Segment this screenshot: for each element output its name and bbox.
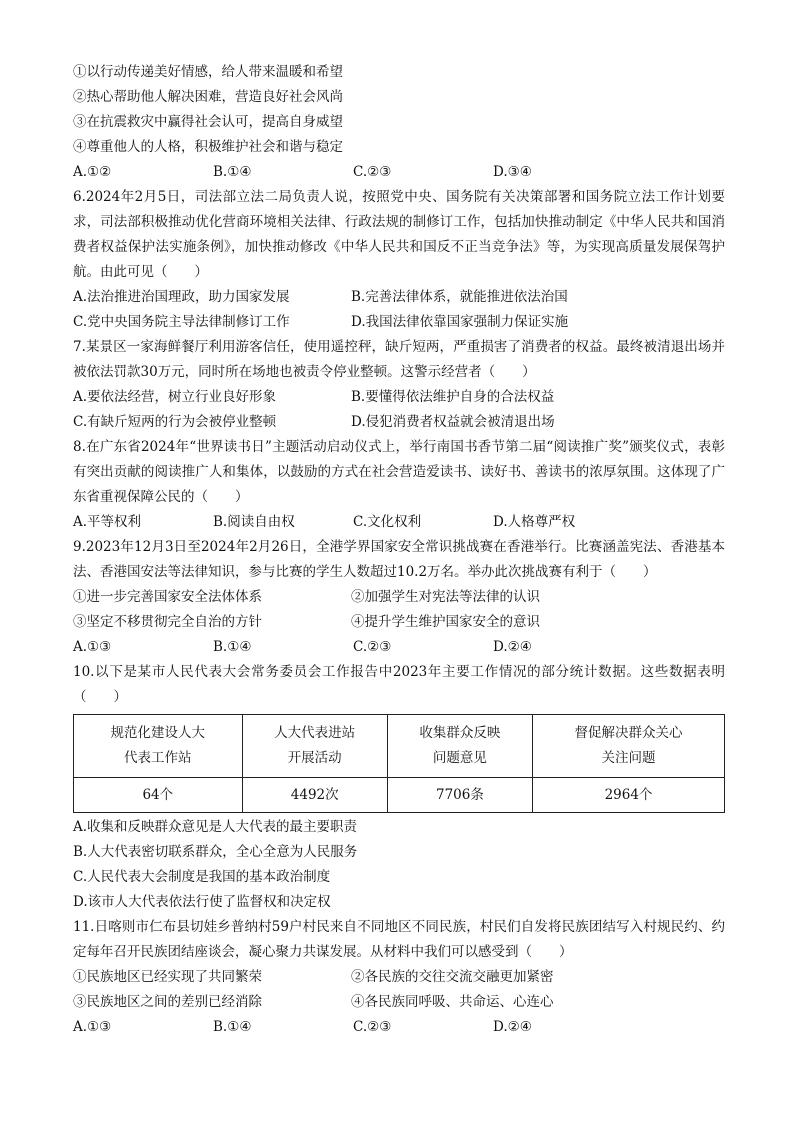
table-header-cell: 督促解决群众关心 关注问题 <box>533 715 725 778</box>
option-c: C.文化权利 <box>353 514 422 530</box>
statement: ④各民族同呼吸、共命运、心连心 <box>351 994 554 1010</box>
answer-options <box>73 635 725 660</box>
option-a: A.①③ <box>73 1019 112 1035</box>
statement: ②热心帮助他人解决困难，营造良好社会风尚 <box>73 89 343 105</box>
table-cell: 7706条 <box>387 778 532 813</box>
option-d: D.②④ <box>493 639 532 655</box>
answer-options <box>73 160 725 185</box>
option-a: A.法治推进治国理政，助力国家发展 <box>73 289 290 305</box>
table-row <box>74 778 725 813</box>
statements-row <box>73 610 725 635</box>
option-d: D.该市人大代表依法行使了监督权和决定权 <box>73 894 331 910</box>
table-header-cell: 规范化建设人大 代表工作站 <box>74 715 243 778</box>
statement: ③民族地区之间的差别已经消除 <box>73 994 262 1010</box>
option-d: D.人格尊严权 <box>493 514 576 530</box>
option-d: D.③④ <box>493 164 532 180</box>
statements-row <box>73 585 725 610</box>
statement: ②各民族的交往交流交融更加紧密 <box>351 969 554 985</box>
option-d: D.②④ <box>493 1019 532 1035</box>
answer-options-row <box>73 385 725 410</box>
option-b: B.①④ <box>213 1019 252 1035</box>
option-c: C.②③ <box>353 1019 392 1035</box>
question-6 <box>73 185 725 335</box>
question-stem: 9.2023年12月3日至2024年2月26日，全港学界国家安全常识挑战赛在香港举行。比赛涵盖宪法、香港基本法、香港国安法等法律知识，参与比赛的学生人数超过10.2万名。举办此次挑战赛有利于（ ） <box>73 539 725 580</box>
question-5-tail <box>73 60 725 185</box>
option-c: C.党中央国务院主导法律制修订工作 <box>73 314 290 330</box>
table-header-cell: 收集群众反映 问题意见 <box>387 715 532 778</box>
question-stem: 8.在广东省2024年“世界读书日”主题活动启动仪式上，举行南国书香节第二届“阅读推广奖”颁奖仪式，表彰有突出贡献的阅读推广人和集体，以鼓励的方式在社会营造爱读书、读好书、善读书的浓厚氛围。这体现了广东省重视保障公民的（ ） <box>73 439 725 505</box>
option-c: C.②③ <box>353 639 392 655</box>
table-cell: 2964个 <box>533 778 725 813</box>
statements-row <box>73 990 725 1015</box>
option-b: B.①④ <box>213 164 252 180</box>
answer-options <box>73 1015 725 1040</box>
table-cell: 4492次 <box>242 778 387 813</box>
table-header-cell: 人大代表进站 开展活动 <box>242 715 387 778</box>
answer-options-row <box>73 310 725 335</box>
option-c: C.有缺斤短两的行为会被停业整顿 <box>73 414 277 430</box>
answer-options <box>73 510 725 535</box>
option-b: B.人大代表密切联系群众，全心全意为人民服务 <box>73 844 358 860</box>
question-9 <box>73 535 725 660</box>
table-cell: 64个 <box>74 778 243 813</box>
question-10 <box>73 660 725 915</box>
exam-page <box>73 60 725 1040</box>
statement: ①以行动传递美好情感，给人带来温暖和希望 <box>73 64 343 80</box>
question-stem: 10.以下是某市人民代表大会常务委员会工作报告中2023年主要工作情况的部分统计数据。这些数据表明（ ） <box>73 664 725 705</box>
statement: ①进一步完善国家安全法体体系 <box>73 589 262 605</box>
option-d: D.侵犯消费者权益就会被清退出场 <box>351 414 555 430</box>
option-c: C.人民代表大会制度是我国的基本政治制度 <box>73 869 331 885</box>
option-b: B.完善法律体系，就能推进依法治国 <box>351 289 568 305</box>
answer-options-row <box>73 410 725 435</box>
statistics-table <box>73 714 725 813</box>
question-11 <box>73 915 725 1040</box>
option-a: A.要依法经营，树立行业良好形象 <box>73 389 277 405</box>
option-b: B.阅读自由权 <box>213 514 295 530</box>
question-stem: 11.日喀则市仁布县切娃乡普纳村59户村民来自不同地区不同民族，村民们自发将民族团结写入村规民约、约定每年召开民族团结座谈会，凝心聚力共谋发展。从材料中我们可以感受到（ ） <box>73 919 725 960</box>
answer-options-row <box>73 285 725 310</box>
question-stem: 6.2024年2月5日，司法部立法二局负责人说，按照党中央、国务院有关决策部署和国务院立法工作计划要求，司法部积极推动优化营商环境相关法律、行政法规的制修订工作，包括加快推动制定《中华人民共和国消费者权益保护法实施条例》，加快推动修改《中华人民共和国反不正当竞争法》等，为实现高质量发展保驾护航。由此可见（ ） <box>73 189 725 280</box>
question-stem: 7.某景区一家海鲜餐厅利用游客信任，使用遥控秤，缺斤短两，严重损害了消费者的权益。最终被清退出场并被依法罚款30万元，同时所在场地也被责令停业整顿。这警示经营者（ ） <box>73 339 725 380</box>
option-b: B.要懂得依法维护自身的合法权益 <box>351 389 555 405</box>
option-a: A.①③ <box>73 639 112 655</box>
option-b: B.①④ <box>213 639 252 655</box>
option-c: C.②③ <box>353 164 392 180</box>
statement: ④提升学生维护国家安全的意识 <box>351 614 540 630</box>
statement: ③在抗震救灾中赢得社会认可，提高自身威望 <box>73 114 343 130</box>
statement: ①民族地区已经实现了共同繁荣 <box>73 969 262 985</box>
statements-row <box>73 965 725 990</box>
option-a: A.平等权利 <box>73 514 142 530</box>
statement: ④尊重他人的人格，积极维护社会和谐与稳定 <box>73 139 343 155</box>
option-a: A.①② <box>73 164 112 180</box>
statement: ②加强学生对宪法等法律的认识 <box>351 589 540 605</box>
option-a: A.收集和反映群众意见是人大代表的最主要职责 <box>73 819 358 835</box>
statement: ③坚定不移贯彻完全自治的方针 <box>73 614 262 630</box>
table-header-row <box>74 715 725 778</box>
option-d: D.我国法律依靠国家强制力保证实施 <box>351 314 569 330</box>
question-8 <box>73 435 725 535</box>
question-7 <box>73 335 725 435</box>
